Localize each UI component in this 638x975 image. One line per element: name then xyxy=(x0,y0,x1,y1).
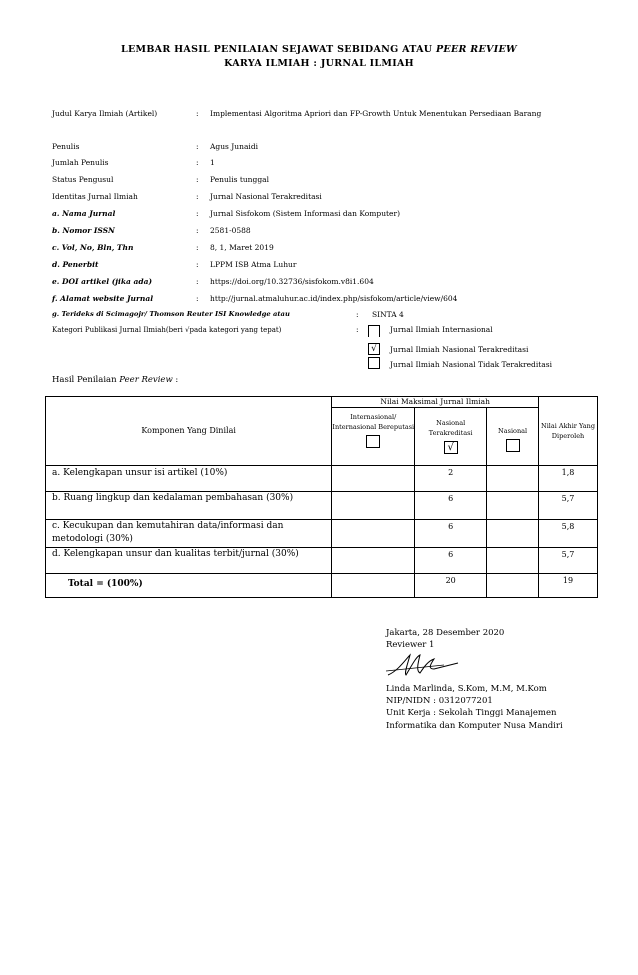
kategori-label: Kategori Publikasi Jurnal Ilmiah(beri √pada kategori yang tepat) xyxy=(52,326,282,334)
meta-label-terindeks: g. Terideks di Scimagojr/ Thomson Reuter ISI Knowledge atau xyxy=(52,310,290,318)
row-cell-empty xyxy=(487,548,539,574)
signature-role: Reviewer 1 xyxy=(386,640,435,650)
meta-colon: : xyxy=(196,192,199,201)
kategori-option-nasional-akred: Jurnal Ilmiah Nasional Terakreditasi xyxy=(390,345,529,354)
hasil-prefix: Hasil Penilaian xyxy=(52,375,117,385)
meta-colon: : xyxy=(196,277,199,286)
row-akhir-total: 19 xyxy=(539,574,598,598)
table-row xyxy=(46,548,598,574)
meta-colon: : xyxy=(196,142,199,151)
meta-colon: : xyxy=(196,260,199,269)
meta-label-status: Status Pengusul xyxy=(52,175,114,184)
header-nilai-akhir: Nilai Akhir Yang Diperoleh xyxy=(539,397,598,466)
table-row xyxy=(46,520,598,548)
hasil-italic: Peer Review xyxy=(119,375,173,385)
table-row-total xyxy=(46,574,598,598)
kategori-checkbox-nasional-tidak[interactable] xyxy=(368,357,380,369)
row-label-a: a. Kelengkapan unsur isi artikel (10%) xyxy=(46,466,332,492)
checkbox-internasional[interactable] xyxy=(366,435,380,448)
meta-label-issn: b. Nomor ISSN xyxy=(52,226,115,235)
row-cell-empty xyxy=(332,520,415,548)
meta-value-doi: https://doi.org/10.32736/sisfokom.v8i1.604 xyxy=(210,277,374,286)
meta-colon: : xyxy=(196,209,199,218)
row-cell-empty xyxy=(487,520,539,548)
meta-colon: : xyxy=(356,310,359,319)
row-label-total: Total = (100%) xyxy=(46,574,332,598)
kategori-colon: : xyxy=(356,325,359,334)
header-internasional-cell xyxy=(332,408,415,466)
score-table xyxy=(45,396,598,598)
meta-colon: : xyxy=(196,158,199,167)
row-cell-empty xyxy=(487,466,539,492)
title-prefix: LEMBAR HASIL PENILAIAN SEJAWAT SEBIDANG ATAU xyxy=(121,44,433,55)
meta-value-issn: 2581-0588 xyxy=(210,226,251,235)
row-label-d: d. Kelengkapan unsur dan kualitas terbit/jurnal (30%) xyxy=(46,548,332,574)
meta-colon: : xyxy=(196,175,199,184)
meta-value-vol: 8, 1, Maret 2019 xyxy=(210,243,274,252)
row-akhir-c: 5,8 xyxy=(539,520,598,548)
row-cell-empty xyxy=(332,466,415,492)
row-label-b: b. Ruang lingkup dan kedalaman pembahasan (30%) xyxy=(46,492,332,520)
row-cell-empty xyxy=(332,548,415,574)
meta-label-identitas: Identitas Jurnal Ilmiah xyxy=(52,192,138,201)
meta-colon: : xyxy=(196,226,199,235)
meta-colon: : xyxy=(196,294,199,303)
meta-value-website: http://jurnal.atmaluhur.ac.id/index.php/sisfokom/article/view/604 xyxy=(210,294,458,303)
checkbox-nasional-akred[interactable]: √ xyxy=(444,441,458,454)
meta-value-nama-jurnal: Jurnal Sisfokom (Sistem Informasi dan Komputer) xyxy=(210,209,400,218)
row-max-d: 6 xyxy=(415,548,487,574)
meta-label-penulis: Penulis xyxy=(52,142,80,151)
header-nasional-cell xyxy=(487,408,539,466)
row-max-a: 2 xyxy=(415,466,487,492)
document-title-line2: KARYA ILMIAH : JURNAL ILMIAH xyxy=(224,58,414,69)
header-komponen: Komponen Yang Dinilai xyxy=(46,397,332,466)
row-akhir-a: 1,8 xyxy=(539,466,598,492)
title-italic: PEER REVIEW xyxy=(435,44,517,55)
header-nasional-akred: Nasional Terakreditasi xyxy=(428,419,473,437)
meta-label-vol: c. Vol, No, Bln, Thn xyxy=(52,243,134,252)
kategori-checkbox-internasional[interactable] xyxy=(368,325,380,337)
signature-place-date: Jakarta, 28 Desember 2020 xyxy=(386,628,505,638)
row-cell-empty xyxy=(332,574,415,598)
row-label-c: c. Kecukupan dan kemutahiran data/informasi dan metodologi (30%) xyxy=(46,520,332,548)
meta-value-identitas: Jurnal Nasional Terakreditasi xyxy=(210,192,322,201)
meta-value-terindeks: SINTA 4 xyxy=(372,310,404,319)
meta-label-judul: Judul Karya Ilmiah (Artikel) xyxy=(52,109,158,118)
meta-value-judul: Implementasi Algoritma Apriori dan FP-Growth Untuk Menentukan Persediaan Barang xyxy=(210,109,542,118)
row-cell-empty xyxy=(487,492,539,520)
row-max-c: 6 xyxy=(415,520,487,548)
kategori-checkbox-nasional-akred[interactable]: √ xyxy=(368,343,380,355)
row-cell-empty xyxy=(332,492,415,520)
row-akhir-b: 5,7 xyxy=(539,492,598,520)
meta-value-penerbit: LPPM ISB Atma Luhur xyxy=(210,260,297,269)
checkbox-nasional[interactable] xyxy=(506,439,520,452)
kategori-option-internasional: Jurnal Ilmiah Internasional xyxy=(390,325,493,334)
row-cell-empty xyxy=(487,574,539,598)
meta-label-penerbit: d. Penerbit xyxy=(52,260,99,269)
header-nilai-maksimal: Nilai Maksimal Jurnal Ilmiah xyxy=(332,397,539,408)
header-nasional-akred-cell xyxy=(415,408,487,466)
kategori-option-nasional-tidak: Jurnal Ilmiah Nasional Tidak Terakreditasi xyxy=(390,360,552,369)
header-internasional: Internasional/ Internasional Bereputasi xyxy=(332,413,415,431)
table-row xyxy=(46,492,598,520)
document-title-line1 xyxy=(0,44,638,55)
meta-value-jumlah-penulis: 1 xyxy=(210,158,215,167)
signature-name: Linda Marlinda, S.Kom, M.M, M.Kom xyxy=(386,684,547,694)
meta-value-penulis: Agus Junaidi xyxy=(210,142,259,151)
meta-value-status: Penulis tunggal xyxy=(210,175,269,184)
row-max-b: 6 xyxy=(415,492,487,520)
row-akhir-d: 5,7 xyxy=(539,548,598,574)
meta-label-jumlah-penulis: Jumlah Penulis xyxy=(52,158,109,167)
hasil-penilaian-label xyxy=(52,375,178,385)
meta-colon: : xyxy=(196,109,199,118)
header-nasional: Nasional xyxy=(498,427,528,435)
meta-label-website: f. Alamat website Jurnal xyxy=(52,294,154,303)
meta-label-doi: e. DOI artikel (jika ada) xyxy=(52,277,152,286)
signature-nip: NIP/NIDN : 0312077201 xyxy=(386,696,493,706)
hasil-suffix: : xyxy=(175,375,179,385)
meta-label-nama-jurnal: a. Nama Jurnal xyxy=(52,209,116,218)
signature-unit: Unit Kerja : Sekolah Tinggi Manajemen Informatika dan Komputer Nusa Mandiri xyxy=(386,708,563,731)
row-max-total: 20 xyxy=(415,574,487,598)
table-row xyxy=(46,466,598,492)
signature-scribble-icon xyxy=(384,651,464,681)
meta-colon: : xyxy=(196,243,199,252)
